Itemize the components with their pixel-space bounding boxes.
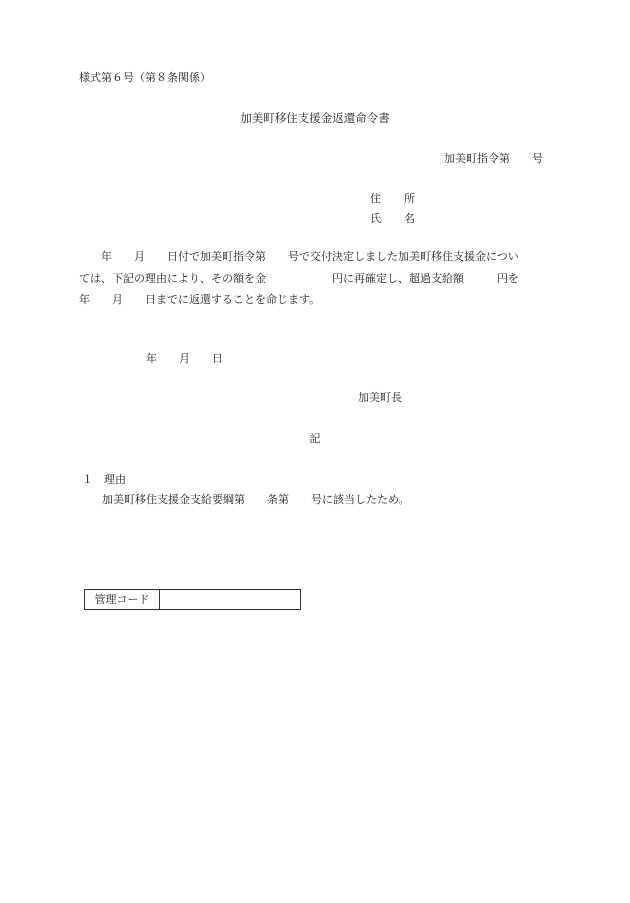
name-label: 氏 名: [370, 212, 421, 225]
body-line: 年 月 日付で加美町指令第 号で交付決定しました加美町移住支援金につい: [79, 250, 519, 263]
issuer-name: 加美町長: [358, 391, 402, 404]
reason-text: 加美町移住支援金支給要綱第 条第 号に該当したため。: [102, 493, 410, 506]
document-title: 加美町移住支援金返還命令書: [240, 111, 390, 125]
order-body-text: [79, 251, 551, 316]
ki-heading: 記: [309, 432, 321, 445]
reason-heading: １ 理由: [82, 473, 126, 486]
management-code-field[interactable]: [160, 590, 301, 610]
body-line: ては、下記の理由により、その額を金 円に再確定し、超過支給額 円を: [79, 271, 519, 285]
document-number: 加美町指令第 号: [444, 152, 543, 165]
form-number: 様式第６号（第８条関係）: [79, 71, 211, 84]
body-line: 年 月 日までに返還することを命じます。: [79, 293, 321, 306]
management-code-box: [84, 589, 301, 610]
issue-date: 年 月 日: [146, 352, 223, 365]
management-code-label: 管理コード: [85, 590, 160, 610]
address-label: 住 所: [370, 192, 421, 205]
